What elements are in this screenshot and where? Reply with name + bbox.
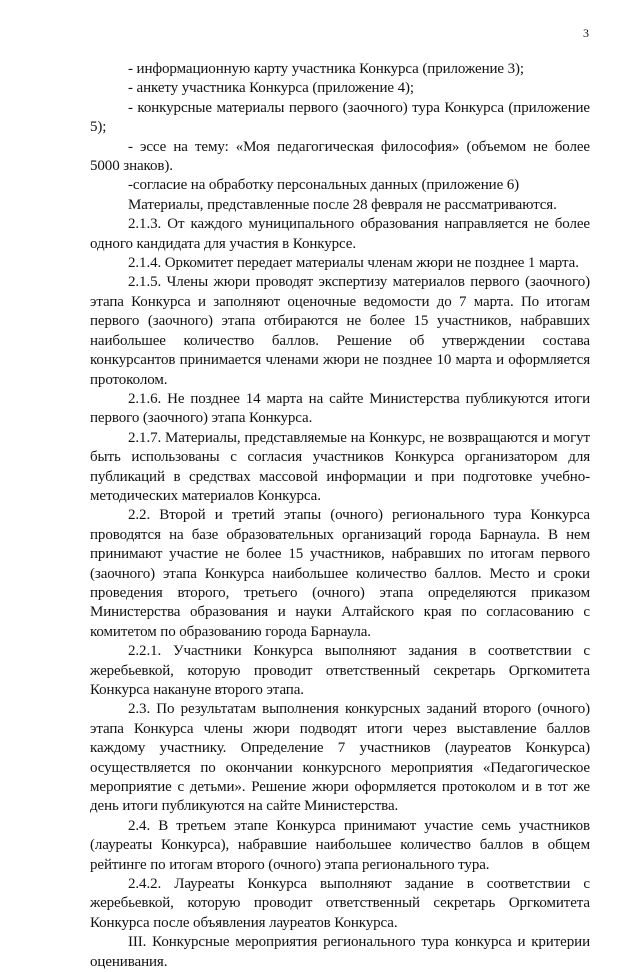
paragraph-2-1-3: 2.1.3. От каждого муниципального образования направляется не более одного кандидата для участия в Конкурсе. (90, 216, 590, 252)
paragraph-2-2-1: 2.2.1. Участники Конкурса выполняют задания в соответствии с жеребьевкой, которую проводит ответственный секретарь Оргкомитета Конкурса накануне второго этапа. (90, 643, 590, 698)
paragraph-2-1-5: 2.1.5. Члены жюри проводят экспертизу материалов первого (заочного) этапа Конкурса и заполняют оценочные ведомости до 7 марта. По итогам первого (заочного) этапа отбираются не более 15 участников, набравших наибольшее количество баллов. Решение об утверждении состава конкурсантов принимается членами жюри не позднее 10 марта и оформляется протоколом. (90, 274, 590, 388)
page-number: 3 (583, 26, 589, 40)
paragraph-2-4: 2.4. В третьем этапе Конкурса принимают участие семь участников (лауреаты Конкурса), набравшие наибольшее количество баллов в общем рейтинге по итогам второго (очного) этапа регионального тура. (90, 817, 590, 873)
paragraph-2-1-7: 2.1.7. Материалы, представляемые на Конкурс, не возвращаются и могут быть использованы с согласия участников Конкурса организатором для публикаций в средствах массовой информации и при подготовке учебно-методических материалов Конкурса. (90, 429, 590, 504)
list-item-consent: -согласие на обработку персональных данных (приложение 6) (128, 177, 520, 194)
paragraph-deadline-note: Материалы, представленные после 28 февраля не рассматриваются. (128, 196, 557, 213)
list-item-contest-materials: - конкурсные материалы первого (заочного) тура Конкурса (приложение 5); (90, 99, 590, 136)
paragraph-2-1-4: 2.1.4. Оркомитет передает материалы членам жюри не позднее 1 марта. (128, 255, 579, 272)
list-item-questionnaire: - анкету участника Конкурса (приложение 4); (128, 80, 414, 97)
paragraph-2-3: 2.3. По результатам выполнения конкурсных заданий второго (очного) этапа Конкурса члены жюри подводят итоги через выставление баллов каждому участнику. Определение 7 участников (лауреатов Конкурса) осуществляется по окончании конкурсного мероприятия «Педагогическое мероприятие с детьми». Решение жюри оформляется протоколом и в тот же день итоги публикуются на сайте Министерства. (90, 701, 590, 815)
document-body (90, 60, 590, 972)
section-heading-iii: III. Конкурсные мероприятия регионального тура конкурса и критерии оценивания. (90, 934, 590, 970)
paragraph-2-1-6: 2.1.6. Не позднее 14 марта на сайте Министерства публикуются итоги первого (заочного) этапа Конкурса. (90, 390, 590, 427)
list-item-info-card: - информационную карту участника Конкурса (приложение 3); (128, 61, 524, 77)
paragraph-2-2: 2.2. Второй и третий этапы (очного) регионального тура Конкурса проводятся на базе образовательных организаций города Барнаула. В нем принимают участие не более 15 участников, набравших по итогам первого (заочного) этапа Конкурса наибольшее количество баллов. Место и сроки проведения второго, третьего (очного) этапа определяются приказом Министерства образования и науки Алтайского края по согласованию с комитетом по образованию города Барнаула. (90, 507, 590, 640)
paragraph-2-4-2: 2.4.2. Лауреаты Конкурса выполняют задание в соответствии с жеребьевкой, которую проводит ответственный секретарь Оргкомитета Конкурса после объявления лауреатов Конкурса. (90, 876, 590, 931)
list-item-essay: - эссе на тему: «Моя педагогическая философия» (объемом не более 5000 знаков). (90, 138, 590, 175)
